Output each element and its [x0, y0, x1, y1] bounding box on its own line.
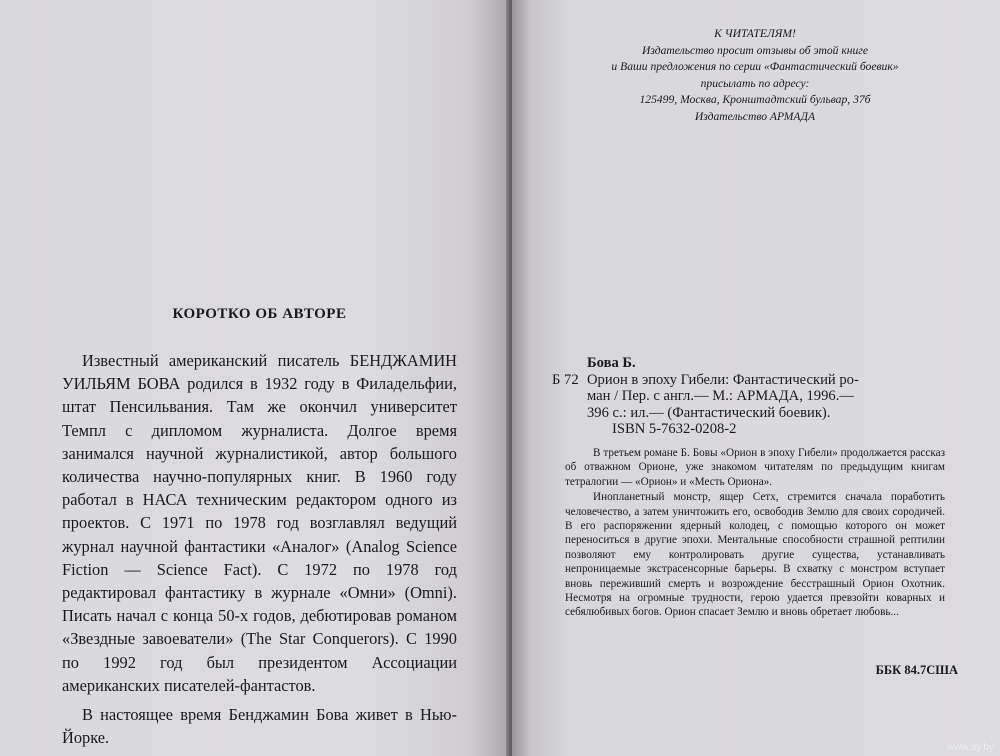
to-readers-publisher: Издательство АРМАДА — [694, 109, 816, 123]
catalog-record — [552, 355, 962, 438]
about-author-title: КОРОТКО ОБ АВТОРЕ — [172, 306, 347, 322]
to-readers-address: 125499, Москва, Кронштадтский бульвар, 37б — [639, 93, 871, 106]
to-readers-heading: К ЧИТАТЕЛЯМ! — [714, 27, 796, 40]
bio-paragraph: Известный американский писатель БЕНДЖАМИН УИЛЬЯМ БОВА родился в 1932 году в Филадельфии, штат Пенсильвания. Там же окончил университет Темпл с дипломом журналиста. Долгое время занимался научной журналистикой, автор большого количества научно-популярных книг. В 1960 году работал в НАСА техническим редактором одного из проектов. С 1971 по 1978 год возглавлял ведущий журнал научной фантастики «Аналог» (Analog Science Fiction — Science Fact). С 1972 по 1978 год редактировал фантастику в журнале «Омни» (Omni). Писать начал с конца 50-х годов, дебютировав романом «Звездные завоеватели» (The Star Conquerors). С 1990 по 1992 год был президентом Ассоциации американских писателей-фантастов. — [62, 351, 457, 695]
bbk-code: ББК 84.7США — [875, 663, 958, 677]
site-watermark: www.ay.by — [946, 742, 994, 753]
to-readers-notice — [560, 26, 950, 125]
bio-paragraph: В настоящее время Бенджамин Бова живет в Нью-Йорке. — [62, 705, 457, 748]
catalog-description — [587, 372, 962, 422]
catalog-line: 396 с.: ил.— (Фантастический боевик). — [587, 404, 831, 421]
to-readers-line: присылать по адресу: — [700, 76, 810, 90]
catalog-author: Бова Б. — [587, 355, 636, 371]
book-annotation — [565, 446, 945, 620]
to-readers-line: Издательство просит отзывы об этой книге — [642, 43, 868, 57]
annotation-paragraph: В третьем романе Б. Бовы «Орион в эпоху Гибели» продолжается рассказ об отважном Орионе, уже знакомом читателям по предыдущим книгам тетралогии — «Орион» и «Месть Ориона». — [565, 447, 945, 488]
catalog-line: ман / Пер. с англ.— М.: АРМАДА, 1996.— — [587, 388, 854, 404]
to-readers-line: и Ваши предложения по серии «Фантастический боевик» — [611, 60, 899, 73]
catalog-line: Орион в эпоху Гибели: Фантастический ро- — [587, 371, 859, 388]
catalog-code: Б 72 — [552, 371, 579, 388]
author-bio — [62, 349, 457, 749]
annotation-paragraph: Инопланетный монстр, ящер Сетх, стремится сначала поработить человечество, а затем уничтожить его, освободив Землю для своих сородичей. В его распоряжении ядерный колодец, с помощью которого он может переноситься в другие эпохи. Ментальные способности страшной рептилии позволяют ему контролировать другие существа, устанавливать непроницаемые экстрасенсорные барьеры. В схватку с монстром вступает вновь переживший смерть и возрождение бесстрашный Орион Охотник. Несмотря на огромные трудности, герою удается превзойти коварных и себялюбивых богов. Орион спасает Землю и вновь обретает любовь... — [565, 491, 945, 619]
about-author-section — [62, 306, 457, 749]
isbn: ISBN 5-7632-0208-2 — [612, 421, 737, 437]
catalog-entry — [552, 372, 962, 422]
